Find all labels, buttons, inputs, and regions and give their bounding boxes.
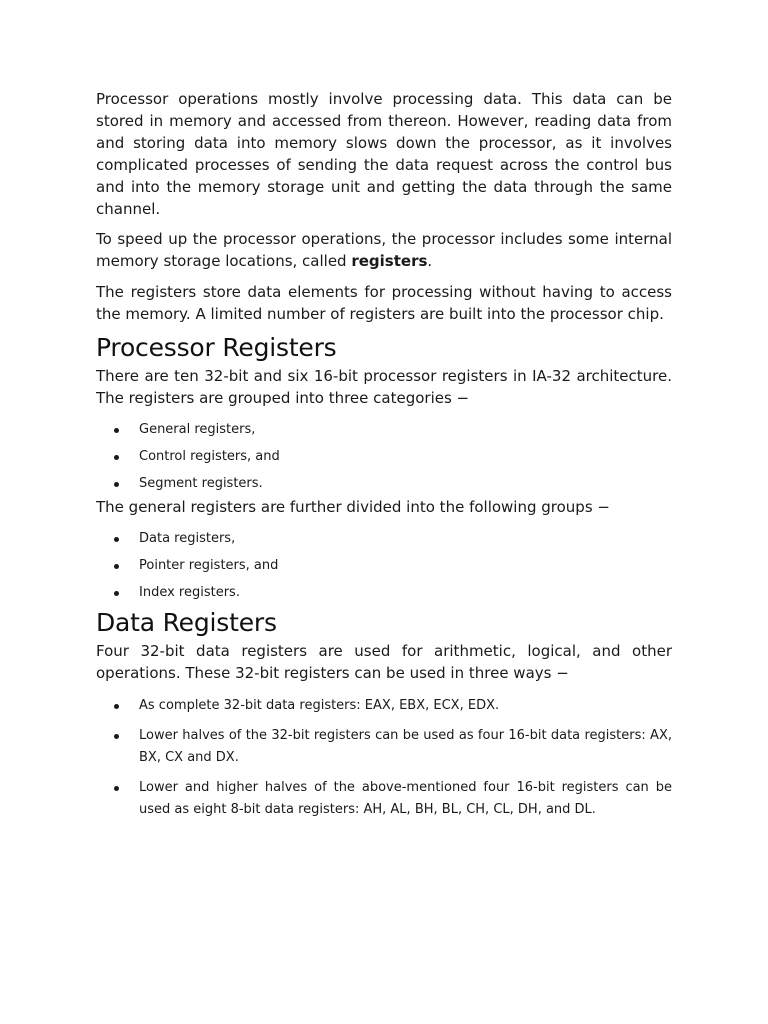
bullet-icon [114,428,119,433]
registers-term: registers [351,252,428,270]
register-categories-list [96,421,672,493]
bullet-icon [114,537,119,542]
general-registers-paragraph: The general registers are further divided into the following groups − [96,498,610,516]
register-usage-list [96,695,672,821]
list-item [139,725,672,769]
list-item-text: Segment registers. [139,476,263,491]
bullet-icon [114,591,119,596]
list-item [139,557,672,575]
intro-paragraph-2 [96,228,672,272]
bullet-icon [114,455,119,460]
list-item [139,530,672,548]
intro-paragraph-1: Processor operations mostly involve processing data. This data can be stored in memory and accessed from thereon. However, reading data from and storing data into memory slows down the processor, as it involves complicated processes of sending the data request across the control bus and into the memory storage unit and getting the data through the same channel. [96,90,672,218]
list-item-text: As complete 32-bit data registers: EAX, EBX, ECX, EDX. [139,698,500,713]
intro-paragraph-3: The registers store data elements for processing without having to access the memory. A limited number of registers are built into the processor chip. [96,283,672,323]
list-item [139,584,672,602]
list-item-text: Control registers, and [139,449,280,464]
list-item-text: General registers, [139,422,256,437]
data-registers-heading: Data Registers [96,608,277,637]
processor-registers-heading: Processor Registers [96,333,337,362]
list-item-text: Index registers. [139,585,240,600]
list-item [139,475,672,493]
bullet-icon [114,704,119,709]
bullet-icon [114,734,119,739]
list-item [139,448,672,466]
processor-registers-paragraph: There are ten 32-bit and six 16-bit processor registers in IA-32 architecture. The registers are grouped into three categories − [96,367,672,407]
list-item-text: Lower halves of the 32-bit registers can be used as four 16-bit data registers: AX, BX, CX and DX. [139,728,672,765]
register-groups-list [96,530,672,602]
document-page [96,88,672,829]
intro-paragraph-2-end: . [427,252,433,270]
list-item-text: Lower and higher halves of the above-mentioned four 16-bit registers can be used as eight 8-bit data registers: AH, AL, BH, BL, CH, CL, DH, and DL. [139,780,672,817]
list-item-text: Data registers, [139,531,236,546]
bullet-icon [114,482,119,487]
list-item [139,777,672,821]
list-item-text: Pointer registers, and [139,558,279,573]
list-item [139,421,672,439]
bullet-icon [114,564,119,569]
data-registers-paragraph: Four 32-bit data registers are used for arithmetic, logical, and other operations. These 32-bit registers can be used in three ways − [96,642,672,682]
list-item [139,695,672,717]
bullet-icon [114,786,119,791]
intro-paragraph-2-text: To speed up the processor operations, the processor includes some internal memory storage locations, called [96,230,672,270]
